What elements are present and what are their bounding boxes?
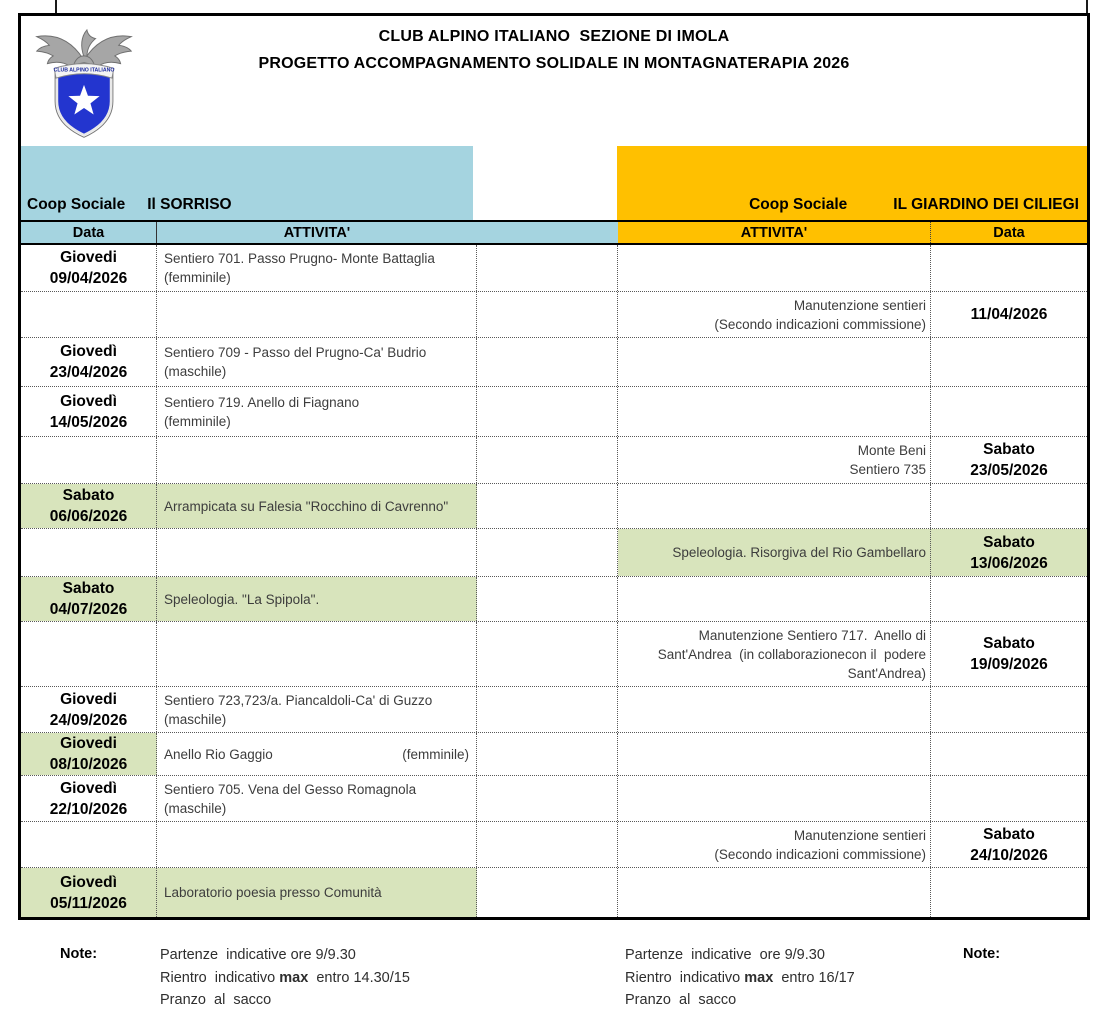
- activity-cell-left: [157, 687, 477, 732]
- schedule-row: [21, 338, 1087, 387]
- activity-text: (maschile): [164, 800, 227, 816]
- day-name: Giovedi: [60, 690, 117, 708]
- date-cell-right: [931, 622, 1087, 686]
- coop-bands-row: [21, 146, 1087, 222]
- date-cell-right: [931, 577, 1087, 621]
- schedule-table: [18, 13, 1090, 920]
- notes-right: [625, 944, 855, 1012]
- date-value: 22/10/2026: [49, 800, 128, 818]
- activity-cell-right: [618, 484, 931, 528]
- coop-label-right: Coop Sociale: [749, 196, 848, 213]
- activity-text: Sentiero 709 - Passo del Prugno-Ca' Budrio: [164, 345, 427, 360]
- activity-text: Laboratorio poesia presso Comunità: [164, 885, 382, 900]
- spacer-cell: [477, 622, 618, 686]
- activity-cell-right: [618, 733, 931, 775]
- col-header-left-activity: ATTIVITA': [157, 222, 477, 243]
- schedule-row: [21, 577, 1087, 622]
- activity-cell-left: [157, 338, 477, 386]
- activity-text: Speleologia. "La Spipola".: [164, 591, 320, 607]
- date-cell-right: [931, 437, 1087, 483]
- activity-cell-right: [618, 776, 931, 821]
- activity-text: Manutenzione Sentiero 717. Anello di: [698, 627, 926, 643]
- activity-text: Speleologia. Risorgiva del Rio Gambellaro: [672, 545, 926, 560]
- date-cell-right: [931, 868, 1087, 917]
- spacer-cell: [477, 245, 618, 291]
- activity-cell-left: [157, 387, 477, 436]
- activity-cell-right: [618, 292, 931, 337]
- activity-text: Sentiero 719. Anello di Fiagnano: [164, 394, 360, 410]
- activity-cell-right: [618, 245, 931, 291]
- title-area: [21, 16, 1087, 146]
- col-header-spacer: [477, 222, 618, 243]
- date-cell-right: [931, 776, 1087, 821]
- activity-cell-right: [618, 529, 931, 576]
- date-cell-left: [21, 529, 157, 576]
- date-value: 24/10/2026: [970, 846, 1048, 864]
- date-cell-right: [931, 687, 1087, 732]
- date-cell-right: [931, 484, 1087, 528]
- date-cell-right: [931, 338, 1087, 386]
- date-cell-right: [931, 387, 1087, 436]
- date-value: 24/09/2026: [49, 711, 128, 729]
- date-value: 19/09/2026: [970, 656, 1048, 673]
- activity-text: (femminile): [164, 413, 231, 429]
- activity-cell-left: [157, 245, 477, 291]
- spacer-cell: [477, 776, 618, 821]
- day-name: Giovedì: [60, 392, 117, 410]
- note-line: Partenze indicative ore 9/9.30: [160, 947, 356, 963]
- schedule-row: [21, 822, 1087, 868]
- notes-left: [160, 944, 410, 1012]
- activity-text: (maschile): [164, 711, 227, 727]
- col-header-right-date: Data: [931, 222, 1087, 243]
- notes-label-left: Note:: [60, 946, 98, 962]
- activity-text: Manutenzione sentieri: [793, 827, 926, 843]
- coop-name-right: IL GIARDINO DEI CILIEGI: [893, 196, 1079, 213]
- note-line: Rientro indicativo max entro 16/17: [625, 969, 855, 986]
- activity-text: (Secondo indicazioni commissione): [714, 316, 926, 332]
- activity-text: (femminile): [164, 270, 231, 285]
- day-name: Giovedi: [60, 735, 117, 752]
- date-value: 11/04/2026: [970, 306, 1048, 323]
- date-cell-left: [21, 687, 157, 732]
- date-cell-left: [21, 577, 157, 621]
- schedule-row: [21, 292, 1087, 338]
- document-title: CLUB ALPINO ITALIANO SEZIONE DI IMOLA: [378, 28, 730, 45]
- activity-cell-left: [157, 822, 477, 867]
- day-name: Sabato: [983, 635, 1035, 652]
- schedule-row: [21, 733, 1087, 776]
- spacer-cell: [477, 437, 618, 483]
- activity-cell-right: [618, 822, 931, 867]
- activity-cell-right: [618, 577, 931, 621]
- spacer-cell: [477, 529, 618, 576]
- schedule-row: [21, 437, 1087, 484]
- note-line: Pranzo al sacco: [625, 992, 737, 1008]
- activity-cell-left: [157, 437, 477, 483]
- date-cell-left: [21, 822, 157, 867]
- date-cell-left: [21, 733, 157, 775]
- spacer-cell: [477, 338, 618, 386]
- spacer-cell: [477, 868, 618, 917]
- note-line: Pranzo al sacco: [160, 992, 272, 1008]
- day-name: Sabato: [983, 441, 1035, 458]
- activity-text: Manutenzione sentieri: [793, 297, 926, 313]
- day-name: Sabato: [983, 533, 1035, 551]
- schedule-row: [21, 687, 1087, 733]
- activity-text: Sentiero 723,723/a. Piancaldoli-Ca' di Guzzo: [164, 692, 433, 708]
- activity-cell-left: [157, 622, 477, 686]
- day-name: Giovedì: [60, 873, 117, 891]
- date-cell-right: [931, 245, 1087, 291]
- date-value: 23/05/2026: [970, 462, 1048, 479]
- activity-text: Sentiero 735: [849, 462, 926, 477]
- date-value: 14/05/2026: [49, 413, 128, 431]
- date-cell-right: [931, 822, 1087, 867]
- date-value: 04/07/2026: [49, 601, 128, 618]
- col-header-right-activity: ATTIVITA': [618, 222, 931, 243]
- activity-cell-right: [618, 687, 931, 732]
- date-cell-left: [21, 437, 157, 483]
- activity-cell-right: [618, 387, 931, 436]
- date-value: 13/06/2026: [970, 554, 1048, 572]
- activity-text: Sentiero 701. Passo Prugno- Monte Battaglia: [164, 251, 435, 266]
- coop-giardino-band: [617, 146, 1087, 220]
- spacer-cell: [477, 292, 618, 337]
- activity-text: Sant'Andrea (in collaborazionecon il podere: [657, 646, 926, 662]
- date-cell-left: [21, 776, 157, 821]
- activity-cell-right: [618, 868, 931, 917]
- activity-cell-left: [157, 292, 477, 337]
- spacer-cell: [477, 822, 618, 867]
- activity-text: Sentiero 705. Vena del Gesso Romagnola: [164, 781, 417, 797]
- activity-cell-left: [157, 776, 477, 821]
- activity-cell-left: [157, 484, 477, 528]
- spacer-cell: [477, 577, 618, 621]
- note-line: Partenze indicative ore 9/9.30: [625, 947, 825, 963]
- schedule-row: [21, 387, 1087, 437]
- date-value: 23/04/2026: [49, 364, 128, 381]
- day-name: Giovedì: [60, 779, 117, 797]
- day-name: Giovedì: [60, 343, 117, 360]
- date-cell-right: [931, 733, 1087, 775]
- date-cell-left: [21, 868, 157, 917]
- note-line: Rientro indicativo max entro 14.30/15: [160, 969, 410, 986]
- spacer-cell: [477, 387, 618, 436]
- activity-text: (maschile): [164, 364, 227, 379]
- activity-cell-right: [618, 622, 931, 686]
- coop-label-left: Coop Sociale: [27, 196, 126, 213]
- day-name: Sabato: [62, 580, 115, 597]
- band-gap: [473, 146, 617, 220]
- schedule-row: [21, 776, 1087, 822]
- table-header-row: [21, 222, 1087, 245]
- schedule-row: [21, 529, 1087, 577]
- top-left-cell-border: [55, 0, 57, 14]
- date-cell-left: [21, 338, 157, 386]
- coop-name-left: Il SORRISO: [147, 196, 232, 213]
- schedule-row: [21, 868, 1087, 917]
- activity-text: (Secondo indicazioni commissione): [714, 846, 926, 862]
- day-name: Giovedi: [60, 249, 117, 266]
- activity-cell-left: [157, 529, 477, 576]
- date-cell-right: [931, 292, 1087, 337]
- date-value: 06/06/2026: [49, 508, 128, 525]
- activity-cell-left: [157, 733, 477, 775]
- schedule-row: [21, 622, 1087, 687]
- spacer-cell: [477, 687, 618, 732]
- document-subtitle: PROGETTO ACCOMPAGNAMENTO SOLIDALE IN MONTAGNATERAPIA 2026: [258, 55, 850, 72]
- date-cell-left: [21, 484, 157, 528]
- coop-sorriso-band: [21, 146, 473, 220]
- table-body: [21, 245, 1087, 917]
- date-cell-left: [21, 387, 157, 436]
- schedule-row: [21, 484, 1087, 529]
- schedule-row: [21, 245, 1087, 292]
- day-name: Sabato: [983, 825, 1035, 843]
- activity-cell-left: [157, 868, 477, 917]
- spacer-cell: [477, 733, 618, 775]
- activity-cell-left: [157, 577, 477, 621]
- activity-cell-right: [618, 338, 931, 386]
- date-value: 08/10/2026: [49, 756, 128, 773]
- col-header-left-date: Data: [21, 222, 157, 243]
- date-cell-right: [931, 529, 1087, 576]
- date-cell-left: [21, 622, 157, 686]
- spacer-cell: [477, 484, 618, 528]
- date-cell-left: [21, 245, 157, 291]
- cai-logo: [31, 20, 137, 140]
- notes-label-right: Note:: [963, 946, 1001, 962]
- activity-text: Sant'Andrea): [847, 665, 926, 681]
- day-name: Sabato: [62, 487, 115, 504]
- date-value: 09/04/2026: [49, 270, 128, 287]
- date-value: 05/11/2026: [50, 894, 127, 912]
- date-cell-left: [21, 292, 157, 337]
- activity-text: Anello Rio Gaggio (femminile): [164, 746, 469, 762]
- activity-cell-right: [618, 437, 931, 483]
- activity-text: Monte Beni: [857, 443, 926, 458]
- activity-text: Arrampicata su Falesia "Rocchino di Cavrenno": [164, 498, 449, 514]
- logo-ribbon-text: CLUB ALPINO ITALIANO: [53, 67, 115, 74]
